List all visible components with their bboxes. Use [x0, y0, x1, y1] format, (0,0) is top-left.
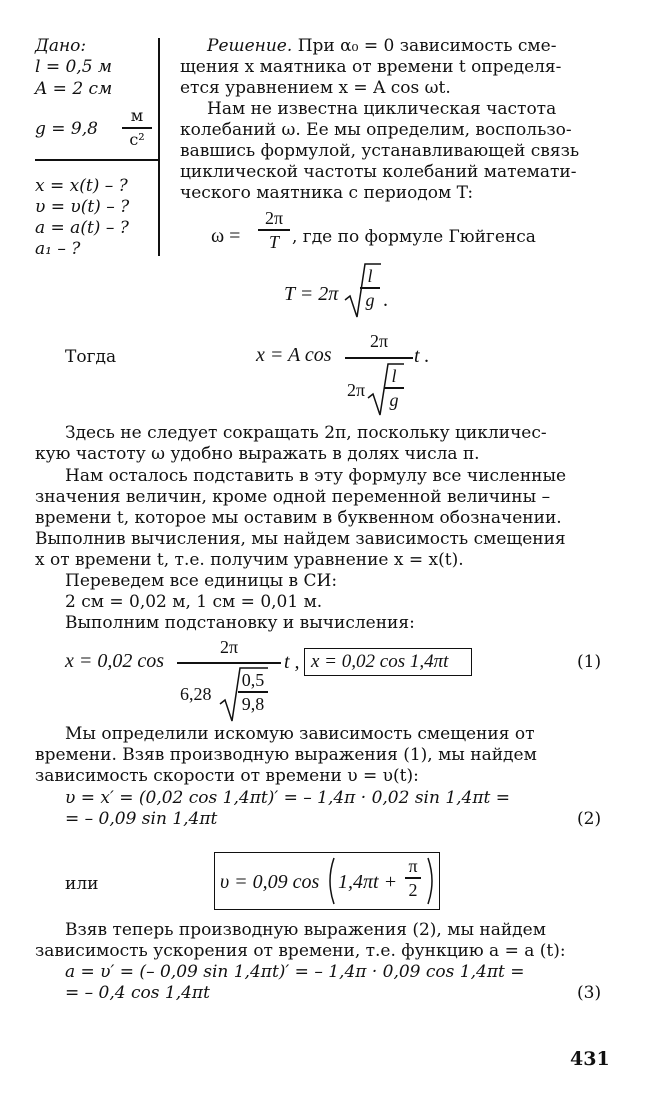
eq1-tail: t , — [284, 651, 300, 673]
si-line: 2 см = 0,02 м, 1 см = 0,01 м. — [65, 592, 323, 612]
eq1-den-num: 0,5 — [241, 670, 265, 690]
period-fraction — [360, 266, 380, 310]
given-header: Дано: — [35, 36, 87, 56]
eq1-frac-bar — [177, 662, 281, 664]
a-line2: = – 0,4 cos 1,4πt — [65, 983, 210, 1003]
find-a1: a₁ – ? — [35, 239, 81, 259]
x-den-coef: 2π — [347, 380, 366, 400]
eq1-den-fraction — [238, 670, 268, 714]
then-label: Тогда — [65, 347, 117, 367]
given-gravity: g = 9,8 — [35, 119, 98, 139]
given-vertical-rule — [158, 38, 160, 256]
x-den-fraction — [384, 366, 404, 410]
period-end: . — [383, 289, 388, 311]
v-boxed-num: π — [408, 856, 418, 876]
period-lhs: T = 2π — [284, 283, 339, 305]
solution-label: Решение. — [207, 36, 293, 56]
eq1-answer-box — [304, 648, 472, 676]
eq1-den-coef: 6,28 — [180, 684, 212, 704]
solution-intro-text: При α₀ = 0 зависимость сме- — [297, 36, 557, 56]
para5-line2: времени. Взяв производную выражения (1), мы найдем — [35, 745, 537, 765]
para3-line1: Здесь не следует сокращать 2π, поскольку цикличес- — [65, 423, 547, 443]
v-boxed-den: 2 — [408, 879, 418, 900]
x-lhs: x = A cos — [256, 344, 332, 366]
para2-line1: Нам не известна циклическая частота — [207, 99, 557, 119]
or-label: или — [65, 874, 99, 894]
v-boxed-fraction — [405, 856, 421, 900]
para2-line5: ческого маятника с периодом T: — [180, 183, 474, 203]
huygens-text: , где по формуле Гюйгенса — [292, 227, 536, 247]
subst-header: Выполним подстановку и вычисления: — [65, 613, 415, 633]
para6-line2: зависимость ускорения от времени, т.е. функцию a = a (t): — [35, 941, 566, 961]
solution-intro-line2: щения x маятника от времени t определя- — [180, 57, 562, 77]
v-line1: υ = x′ = (0,02 cos 1,4πt)′ = – 1,4π · 0,02 sin 1,4πt = — [65, 788, 511, 808]
gravity-unit-den: c² — [129, 129, 145, 149]
given-length: l = 0,5 м — [35, 57, 113, 77]
para4-line4: Выполнив вычисления, мы найдем зависимость смещения — [35, 529, 566, 549]
eq1-lhs: x = 0,02 cos — [65, 650, 165, 672]
v-boxed-arg: 1,4πt + — [338, 871, 398, 893]
given-amplitude: A = 2 см — [35, 79, 113, 99]
para4-line3: времени t, которое мы оставим в буквенном обозначении. — [35, 508, 562, 528]
para4-line2: значения величин, кроме одной переменной величины – — [35, 487, 551, 507]
eq3-tag: (3) — [577, 983, 602, 1003]
omega-fraction — [258, 208, 290, 252]
eq1-num: 2π — [219, 637, 239, 657]
period-den: g — [365, 289, 375, 310]
gravity-unit-num: м — [130, 106, 144, 125]
v-line2: = – 0,09 sin 1,4πt — [65, 809, 218, 829]
v-boxed-lhs: υ = 0,09 cos — [220, 871, 320, 893]
solution-intro-line1 — [207, 36, 556, 57]
given-divider — [35, 159, 158, 161]
eq1-boxed: x = 0,02 cos 1,4πt — [311, 651, 449, 672]
omega-lhs: ω = — [211, 225, 241, 247]
eq1-tag: (1) — [577, 652, 602, 672]
page-number: 431 — [570, 1048, 610, 1070]
a-line1: a = υ′ = (– 0,09 sin 1,4πt)′ = – 1,4π · 0,09 cos 1,4πt = — [65, 962, 525, 982]
x-den-num: l — [391, 366, 397, 386]
para6-line1: Взяв теперь производную выражения (2), мы найдем — [65, 920, 546, 940]
para5-line1: Мы определили искомую зависимость смещения от — [65, 724, 535, 744]
para4-line5: x от времени t, т.е. получим уравнение x = x(t). — [35, 550, 464, 570]
omega-num: 2π — [264, 208, 284, 228]
omega-den: T — [268, 231, 279, 252]
find-x: x = x(t) – ? — [35, 176, 128, 196]
x-frac-bar — [345, 357, 413, 359]
solution-intro-line3: ется уравнением x = A cos ωt. — [180, 78, 451, 98]
gravity-unit — [122, 106, 152, 150]
find-a: a = a(t) – ? — [35, 218, 129, 238]
para2-line3: вавшись формулой, устанавливающей связь — [180, 141, 580, 161]
x-num: 2π — [369, 331, 389, 351]
period-num: l — [367, 266, 373, 286]
x-tail: t . — [414, 345, 430, 367]
x-den-den: g — [389, 389, 399, 410]
eq1-den-den: 9,8 — [241, 693, 265, 714]
para2-line2: колебаний ω. Ее мы определим, воспользо- — [180, 120, 572, 140]
para3-line2: кую частоту ω удобно выражать в долях числа π. — [35, 444, 480, 464]
si-header: Переведем все единицы в СИ: — [65, 571, 338, 591]
eq2-tag: (2) — [577, 809, 602, 829]
para5-line3: зависимость скорости от времени υ = υ(t): — [35, 766, 419, 786]
para4-line1: Нам осталось подставить в эту формулу все численные — [65, 466, 567, 486]
find-v: υ = υ(t) – ? — [35, 197, 130, 217]
para2-line4: циклической частоты колебаний математи- — [180, 162, 577, 182]
